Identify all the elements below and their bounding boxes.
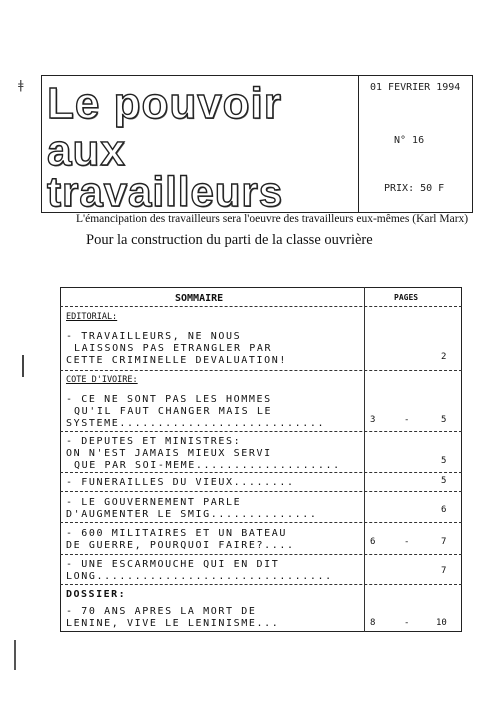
title-line-3: travailleurs	[47, 168, 284, 215]
row-rule	[60, 431, 462, 432]
page-dash: -	[404, 618, 410, 628]
issue-date: 01 FEVRIER 1994	[370, 82, 461, 93]
entry-line: D'AUGMENTER LE SMIG..............	[66, 509, 318, 520]
entry-line: LENINE, VIVE LE LENINISME...	[66, 618, 280, 629]
entry-line: ON N'EST JAMAIS MIEUX SERVI	[66, 448, 272, 459]
issue-price: PRIX: 50 F	[384, 183, 445, 194]
row-rule	[60, 472, 462, 473]
page-from: 6	[370, 537, 376, 547]
margin-mark: ǂ	[18, 78, 24, 92]
page-from: 8	[370, 618, 376, 628]
section-label: EDITORIAL:	[66, 312, 118, 322]
entry-line: SYSTEME...........................	[66, 418, 326, 429]
entry-line: - TRAVAILLEURS, NE NOUS	[66, 331, 242, 342]
row-rule	[60, 491, 462, 492]
section-label: COTE D'IVOIRE:	[66, 375, 138, 385]
row-rule	[60, 522, 462, 523]
page-number: 6	[441, 505, 447, 515]
row-rule	[60, 554, 462, 555]
entry-line: - FUNERAILLES DU VIEUX........	[66, 477, 295, 488]
entry-line: - CE NE SONT PAS LES HOMMES	[66, 394, 272, 405]
entry-line: LONG...............................	[66, 571, 333, 582]
page-dash: -	[404, 537, 410, 547]
entry-line: - DEPUTES ET MINISTRES:	[66, 436, 242, 447]
masthead-tagline: Pour la construction du parti de la classe ouvrière	[86, 232, 373, 248]
page-to: 5	[441, 415, 447, 425]
section-label: DOSSIER:	[66, 589, 127, 600]
page-dash: -	[404, 415, 410, 425]
page-number: 2	[441, 352, 447, 362]
entry-line: - LE GOUVERNEMENT PARLE	[66, 497, 242, 508]
title-line-1: Le pouvoir	[47, 79, 282, 128]
title-line-2: aux	[47, 126, 126, 175]
page-number: 5	[441, 476, 447, 486]
margin-mark	[22, 355, 24, 377]
entry-line: LAISSONS PAS ETRANGLER PAR	[74, 343, 273, 354]
margin-mark	[14, 640, 16, 670]
entry-line: QU'IL FAUT CHANGER MAIS LE	[74, 406, 273, 417]
header-rule	[60, 306, 462, 307]
masthead-divider	[358, 75, 359, 213]
page-number: 7	[441, 566, 447, 576]
page-to: 7	[441, 537, 447, 547]
contents-heading: SOMMAIRE	[175, 293, 224, 304]
page-number: 5	[441, 456, 447, 466]
row-rule	[60, 370, 462, 371]
entry-line: - UNE ESCARMOUCHE QUI EN DIT	[66, 559, 280, 570]
entry-line: - 600 MILITAIRES ET UN BATEAU	[66, 528, 287, 539]
issue-number: N° 16	[394, 135, 425, 146]
page-from: 3	[370, 415, 376, 425]
pages-column-divider	[364, 287, 365, 632]
row-rule	[60, 584, 462, 585]
entry-line: CETTE CRIMINELLE DEVALUATION!	[66, 355, 287, 366]
entry-line: - 70 ANS APRES LA MORT DE	[66, 606, 257, 617]
entry-line: QUE PAR SOI-MEME...................	[74, 460, 341, 471]
pages-heading: PAGES	[394, 293, 419, 302]
masthead-quote: L'émancipation des travailleurs sera l'oeuvre des travailleurs eux-mêmes (Karl Marx)	[76, 213, 469, 225]
page-to: 10	[436, 618, 447, 628]
entry-line: DE GUERRE, POURQUOI FAIRE?....	[66, 540, 295, 551]
